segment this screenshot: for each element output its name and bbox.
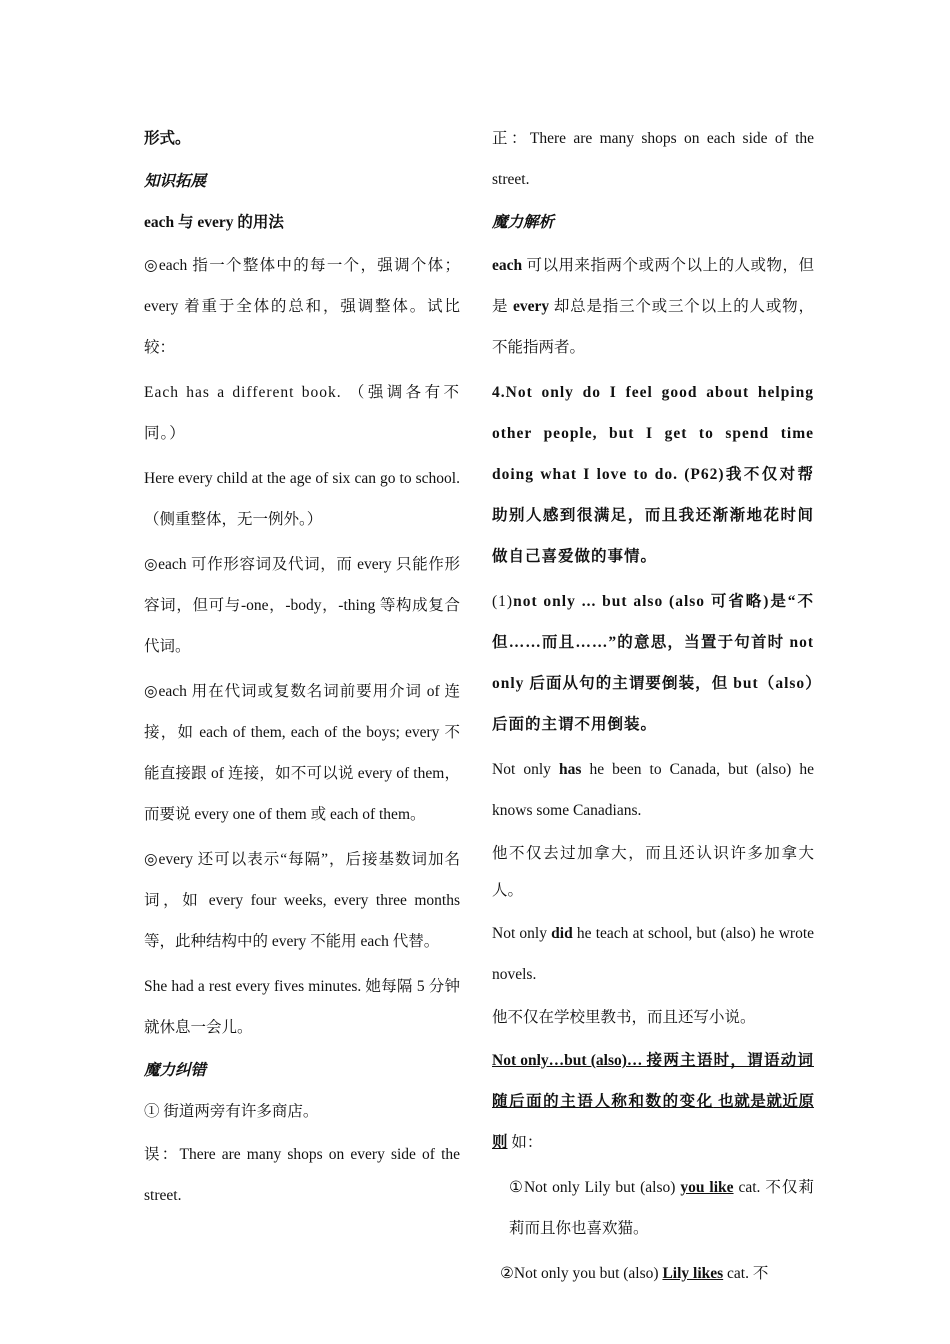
rule-not-only <box>492 581 814 745</box>
left-column <box>144 118 460 1220</box>
heading-analysis: 魔力解析 <box>492 214 555 231</box>
paragraph-of-usage: ◎each 用在代词或复数名词前要用介词 of 连接，如 each of them, each of the boys; every 不能直接跟 of 连接，如不可以说 every of them，而要说 every one of them 或 each of them。 <box>144 683 460 823</box>
paragraph-analysis <box>492 245 814 368</box>
example-teach-part-2: he teach at school, but (also) he wrote novels. <box>492 925 815 983</box>
proximity-example-2-verb: Lily likes <box>662 1265 724 1282</box>
example-canada-translation: 他不仅去过加拿大，而且还认识许多加拿大人。 <box>492 845 814 899</box>
proximity-rule-head: Not only…but (also)… <box>492 1052 647 1069</box>
example-canada-part-2: he been to Canada, but (also) he knows some Canadians. <box>492 761 814 819</box>
proximity-example-1-part-2: cat. 不仅莉莉而且你也喜欢猫。 <box>509 1179 814 1237</box>
example-teach <box>492 913 814 995</box>
example-canada <box>492 749 814 831</box>
example-canada-part-1: Not only <box>492 761 559 778</box>
proximity-rule <box>492 1040 814 1163</box>
analysis-text-2: 却总是指三个或三个以上的人或物，不能指两者。 <box>492 298 814 356</box>
proximity-rule-text-2: 也就是就近原则 <box>492 1093 814 1151</box>
right-sentence: 正：There are many shops on each side of the street. <box>492 130 814 188</box>
term-every: every <box>513 298 550 315</box>
example-every-child: Here every child at the age of six can go to school. （侧重整体，无一例外。） <box>144 470 460 528</box>
rule-prefix: (1) <box>492 593 514 610</box>
paragraph-form: 形式。 <box>144 130 191 147</box>
correction-item-1: ① 街道两旁有许多商店。 <box>144 1103 319 1120</box>
right-column <box>492 118 814 1298</box>
heading-each-every-usage: each 与 every 的用法 <box>144 214 284 231</box>
proximity-example-1-part-1: ①Not only Lily but (also) <box>509 1179 681 1196</box>
heading-knowledge-extension: 知识拓展 <box>144 173 207 190</box>
analysis-text-1: 可以用来指两个或两个以上的人或物，但是 <box>492 257 814 315</box>
proximity-example-2-part-1: ②Not only you but (also) <box>500 1265 663 1282</box>
example-teach-translation: 他不仅在学校里教书，而且还写小说。 <box>492 1009 756 1026</box>
heading-error-correction: 魔力纠错 <box>144 1062 207 1079</box>
proximity-example-2-part-2: cat. 不 <box>723 1265 769 1282</box>
point-4-sentence: 4.Not only do I feel good about helping other people, but I get to spend time doing what I love to do. (P62)我不仅对帮助别人感到很满足，而且我还渐渐地花时间做自己喜爱做的事情。 <box>492 384 814 565</box>
paragraph-pronoun-usage: ◎each 可作形容词及代词，而 every 只能作形容词，但可与-one，-body，-thing 等构成复合代词。 <box>144 556 460 655</box>
rule-body: not only ... but also (also 可省略)是“不但……而且……”的意思，当置于句首时 not only 后面从句的主谓要倒装，但 but（also）后面的主谓不用倒装。 <box>492 593 814 733</box>
example-each-book: Each has a different book. （强调各有不同。） <box>144 384 460 442</box>
wrong-sentence: 误：There are many shops on every side of the street. <box>144 1146 460 1204</box>
proximity-rule-text-3: 如： <box>507 1134 543 1151</box>
example-canada-verb: has <box>558 761 582 778</box>
proximity-example-2 <box>492 1253 814 1294</box>
paragraph-each-definition: ◎each 指一个整体中的每一个，强调个体；every 着重于全体的总和，强调整体。试比较： <box>144 257 460 356</box>
term-each: each <box>492 257 523 274</box>
proximity-example-1-verb: you like <box>680 1179 734 1196</box>
paragraph-interval-usage: ◎every 还可以表示“每隔”，后接基数词加名词，如 every four weeks, every three months 等，此种结构中的 every 不能用 each 代替。 <box>144 851 460 950</box>
proximity-example-1 <box>492 1167 814 1249</box>
example-teach-verb: did <box>551 925 573 942</box>
example-rest-every-five: She had a rest every fives minutes. 她每隔 5 分钟就休息一会儿。 <box>144 978 460 1036</box>
example-teach-part-1: Not only <box>492 925 552 942</box>
proximity-rule-text-1: 接两主语时，谓语动词随后面的主语人称和数的变化 <box>492 1052 814 1110</box>
